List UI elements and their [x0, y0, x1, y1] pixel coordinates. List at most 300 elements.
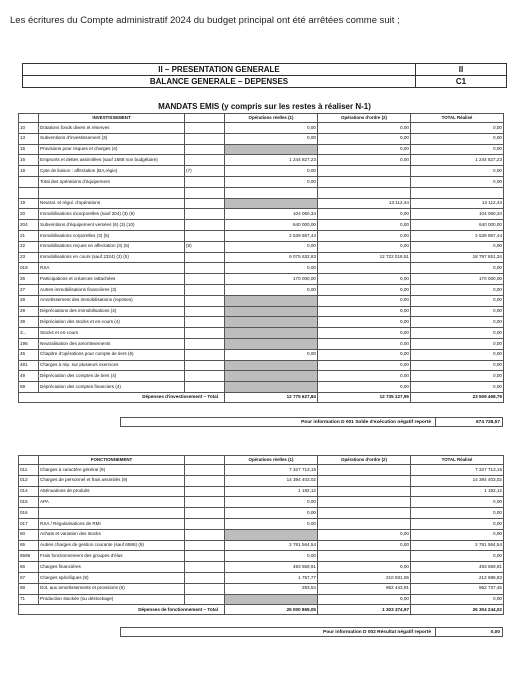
operating-info-value: 0,00 [435, 628, 502, 636]
invest-mark: (7) [185, 166, 225, 177]
operating-label: Charges de personnel et frais assimilés (9) [39, 475, 185, 486]
operating-real: 7 327 713,15 [225, 465, 318, 476]
operating-order: 0,00 [318, 562, 411, 573]
invest-row [19, 338, 504, 349]
operating-code: 011 [19, 465, 39, 476]
invest-label: Dépréciation des comptes de tiers (4) [39, 371, 185, 382]
invest-total: 0,00 [411, 382, 504, 393]
operating-order [318, 518, 411, 529]
invest-label: Immobilisations incorporelles (sauf 204) (3) (5) [39, 209, 185, 220]
invest-row [19, 328, 504, 339]
invest-real [225, 338, 318, 349]
invest-label: Neutral. et régul. d'opérations [39, 198, 185, 209]
operating-real: 14 394 403,02 [225, 475, 318, 486]
operating-order [318, 486, 411, 497]
operating-label [39, 508, 185, 519]
operating-mark [185, 551, 225, 562]
operating-mark [185, 583, 225, 594]
invest-row [19, 306, 504, 317]
invest-label: Immobilisations reçues en affectation (3) (5) [39, 241, 185, 252]
invest-mark [185, 284, 225, 295]
invest-code: 15 [19, 144, 39, 155]
operating-code: 017 [19, 518, 39, 529]
invest-mark [185, 371, 225, 382]
invest-mark [185, 252, 225, 263]
operating-total-order: 1 303 374,97 [318, 605, 411, 615]
operating-mark [185, 508, 225, 519]
invest-code: 28 [19, 295, 39, 306]
operating-info-box [120, 627, 503, 637]
invest-row [19, 295, 504, 306]
investment-table [18, 113, 504, 403]
operating-order [318, 508, 411, 519]
invest-row [19, 230, 504, 241]
invest-mark [185, 274, 225, 285]
invest-code: 26 [19, 274, 39, 285]
operating-code: 71 [19, 594, 39, 605]
invest-mark [185, 133, 225, 144]
invest-order: 0,00 [318, 328, 411, 339]
operating-mark [185, 486, 225, 497]
invest-label: Charges à rép. sur plusieurs exercices [39, 360, 185, 371]
invest-label: Stocks et en-cours [39, 328, 185, 339]
invest-row [19, 133, 504, 144]
invest-mark [185, 328, 225, 339]
section-subtitle: BALANCE GENERALE – DEPENSES [23, 76, 416, 87]
invest-total-total: 23 509 468,79 [411, 392, 504, 402]
invest-order: 0,00 [318, 241, 411, 252]
invest-total-real: 12 775 627,84 [225, 392, 318, 402]
invest-mark [185, 263, 225, 274]
invest-label: Dépréciations des immobilisations (4) [39, 306, 185, 317]
operating-order: 210 931,06 [318, 572, 411, 583]
invest-label: RSA [39, 263, 185, 274]
invest-label: Chapitre d'opérations pour compte de tiers (6) [39, 349, 185, 360]
invest-row [19, 371, 504, 382]
invest-mark: (8) [185, 241, 225, 252]
operating-total: 2 781 564,54 [411, 540, 504, 551]
invest-mark [185, 187, 225, 198]
invest-code: 16 [19, 155, 39, 166]
invest-label: Subventions d'investissement (3) [39, 133, 185, 144]
operating-row [19, 551, 504, 562]
section-code: II [458, 65, 464, 74]
operating-mark [185, 540, 225, 551]
invest-mark [185, 144, 225, 155]
invest-total [411, 187, 504, 198]
operating-row [19, 518, 504, 529]
invest-total: 0,00 [411, 328, 504, 339]
invest-header-cell: TOTAL Réalisé [411, 114, 504, 123]
operating-mark [185, 465, 225, 476]
operating-order: 0,00 [318, 529, 411, 540]
invest-real: 6 075 632,83 [225, 252, 318, 263]
invest-label: Dépréciation des stocks et en-cours (4) [39, 317, 185, 328]
invest-order: 0,00 [318, 209, 411, 220]
invest-row [19, 176, 504, 187]
invest-total: 2 539 867,44 [411, 230, 504, 241]
operating-code: 66 [19, 562, 39, 573]
operating-total: 0,00 [411, 594, 504, 605]
invest-code: 198 [19, 338, 39, 349]
operating-code: 6586 [19, 551, 39, 562]
operating-label: Dot. aux amortissements et provisions (9) [39, 583, 185, 594]
operating-real: 493 559,91 [225, 562, 318, 573]
invest-mark [185, 295, 225, 306]
operating-header-cell [19, 456, 39, 465]
invest-label: Dotations fonds divers et réserves [39, 123, 185, 134]
invest-order: 13 112,44 [318, 198, 411, 209]
invest-real: 1 244 827,23 [225, 155, 318, 166]
invest-mark [185, 155, 225, 166]
invest-row [19, 220, 504, 231]
operating-code: 68 [19, 583, 39, 594]
invest-order: 0,00 [318, 230, 411, 241]
operating-label: Production stockée (ou déstockage) [39, 594, 185, 605]
invest-real [225, 371, 318, 382]
invest-real [225, 198, 318, 209]
invest-total: 0,00 [411, 263, 504, 274]
invest-real: 2 539 867,44 [225, 230, 318, 241]
invest-order [318, 263, 411, 274]
invest-code [19, 176, 39, 187]
invest-code: 21 [19, 230, 39, 241]
operating-code: 016 [19, 508, 39, 519]
operating-total: 962 737,45 [411, 583, 504, 594]
invest-code: 18 [19, 166, 39, 177]
operating-total: 212 688,83 [411, 572, 504, 583]
invest-row [19, 317, 504, 328]
operating-row [19, 562, 504, 573]
operating-label: Charges spécifiques (9) [39, 572, 185, 583]
operating-real: 0,00 [225, 508, 318, 519]
invest-total: 0,00 [411, 241, 504, 252]
invest-total: 0,00 [411, 176, 504, 187]
operating-row [19, 540, 504, 551]
operating-label: Atténuations de produits [39, 486, 185, 497]
invest-code: 22 [19, 241, 39, 252]
invest-real [225, 187, 318, 198]
invest-order: 0,00 [318, 306, 411, 317]
invest-total: 0,00 [411, 295, 504, 306]
invest-row [19, 382, 504, 393]
operating-mark [185, 594, 225, 605]
invest-row [19, 241, 504, 252]
invest-header-cell [19, 114, 39, 123]
operating-real: 2 781 564,54 [225, 540, 318, 551]
invest-total: 0,00 [411, 133, 504, 144]
invest-total: 0,00 [411, 338, 504, 349]
invest-order: 0,00 [318, 155, 411, 166]
invest-code: 45 [19, 349, 39, 360]
operating-code: 65 [19, 540, 39, 551]
invest-code: 23 [19, 252, 39, 263]
invest-real: 0,00 [225, 284, 318, 295]
operating-total: 7 327 713,15 [411, 465, 504, 476]
invest-row [19, 274, 504, 285]
invest-total: 0,00 [411, 360, 504, 371]
operating-total-label: Dépenses de fonctionnement – Total [19, 605, 225, 615]
invest-mark [185, 317, 225, 328]
invest-order: 0,00 [318, 338, 411, 349]
invest-row [19, 123, 504, 134]
operating-order: 0,00 [318, 594, 411, 605]
operating-row [19, 583, 504, 594]
invest-code [19, 187, 39, 198]
invest-header-cell [185, 114, 225, 123]
invest-real: 0,00 [225, 263, 318, 274]
invest-real: 170 000,00 [225, 274, 318, 285]
operating-label: RSA / Régularisations de RMI [39, 518, 185, 529]
invest-mark [185, 360, 225, 371]
operating-label: APA [39, 497, 185, 508]
operating-total: 493 559,91 [411, 562, 504, 573]
invest-header-row [19, 114, 504, 123]
invest-order [318, 187, 411, 198]
invest-total: 1 244 827,23 [411, 155, 504, 166]
invest-mark [185, 209, 225, 220]
operating-order: 962 443,91 [318, 583, 411, 594]
operating-real: 0,00 [225, 497, 318, 508]
invest-label: Neutralisation des amortissements [39, 338, 185, 349]
invest-real [225, 328, 318, 339]
invest-order [318, 166, 411, 177]
operating-info-label: Pour information D 002 Résultat négatif reporté [323, 629, 431, 635]
invest-mark [185, 220, 225, 231]
invest-total: 0,00 [411, 166, 504, 177]
invest-mark [185, 306, 225, 317]
invest-order: 0,00 [318, 133, 411, 144]
operating-total: 0,00 [411, 529, 504, 540]
invest-real: 0,00 [225, 123, 318, 134]
invest-row [19, 166, 504, 177]
operating-code: 67 [19, 572, 39, 583]
invest-total: 0,00 [411, 306, 504, 317]
operating-code: 012 [19, 475, 39, 486]
operating-order [318, 551, 411, 562]
invest-row [19, 263, 504, 274]
invest-row [19, 360, 504, 371]
invest-code: 204 [19, 220, 39, 231]
invest-code: 59 [19, 382, 39, 393]
operating-row [19, 465, 504, 476]
operating-order: 0,00 [318, 540, 411, 551]
operating-header-cell: Opérations d'ordre (2) [318, 456, 411, 465]
invest-row [19, 284, 504, 295]
invest-row [19, 155, 504, 166]
invest-order: 0,00 [318, 295, 411, 306]
invest-code: 481 [19, 360, 39, 371]
invest-real [225, 144, 318, 155]
invest-row [19, 144, 504, 155]
operating-order [318, 497, 411, 508]
invest-real: 0,00 [225, 241, 318, 252]
operating-mark [185, 529, 225, 540]
invest-mark [185, 382, 225, 393]
invest-code: 39 [19, 317, 39, 328]
invest-label: Autres immobilisations financières (3) [39, 284, 185, 295]
invest-total: 0,00 [411, 284, 504, 295]
invest-row [19, 198, 504, 209]
invest-code: 20 [19, 209, 39, 220]
operating-row [19, 529, 504, 540]
operating-row [19, 572, 504, 583]
operating-real: 293,54 [225, 583, 318, 594]
operating-row [19, 475, 504, 486]
invest-order: 0,00 [318, 382, 411, 393]
invest-total: 18 797 651,34 [411, 252, 504, 263]
invest-real [225, 382, 318, 393]
operating-header-cell [185, 456, 225, 465]
invest-mark [185, 349, 225, 360]
intro-text: Les écritures du Compte administratif 2024 du budget principal ont été arrêtées comme suit ; [10, 15, 400, 26]
operating-header-row [19, 456, 504, 465]
invest-mark [185, 176, 225, 187]
operating-mark [185, 518, 225, 529]
invest-label: Total des opérations d'équipement [39, 176, 185, 187]
operating-label: Charges à caractère général (9) [39, 465, 185, 476]
invest-total-label: Dépenses d'investissement – Total [19, 392, 225, 402]
operating-label: Autres charges de gestion courante (sauf 6586) (9) [39, 540, 185, 551]
invest-real: 0,00 [225, 166, 318, 177]
operating-header-cell: TOTAL Réalisé [411, 456, 504, 465]
operating-real: 0,00 [225, 551, 318, 562]
invest-code: 10 [19, 123, 39, 134]
invest-real [225, 317, 318, 328]
invest-total: 170 000,00 [411, 274, 504, 285]
operating-row [19, 508, 504, 519]
invest-mark [185, 198, 225, 209]
invest-real: 0,00 [225, 133, 318, 144]
operating-row [19, 497, 504, 508]
invest-order: 0,00 [318, 144, 411, 155]
invest-label: Emprunts et dettes assimilées (sauf 1688 non budgétaire) [39, 155, 185, 166]
invest-order: 0,00 [318, 349, 411, 360]
invest-real: 104 060,34 [225, 209, 318, 220]
operating-real [225, 594, 318, 605]
operating-code: 015 [19, 497, 39, 508]
invest-code: 49 [19, 371, 39, 382]
invest-mark [185, 123, 225, 134]
invest-total-order: 12 735 127,95 [318, 392, 411, 402]
operating-mark [185, 562, 225, 573]
invest-real: 0,00 [225, 176, 318, 187]
operating-total: 0,00 [411, 518, 504, 529]
invest-code: 29 [19, 306, 39, 317]
operating-total-total: 26 304 244,02 [411, 605, 504, 615]
invest-order: 0,00 [318, 220, 411, 231]
invest-total: 13 112,44 [411, 198, 504, 209]
invest-row [19, 187, 504, 198]
operating-header-cell: Opérations réelles (1) [225, 456, 318, 465]
operating-mark [185, 572, 225, 583]
invest-total-row [19, 392, 504, 402]
invest-total: 0,00 [411, 317, 504, 328]
invest-code: 27 [19, 284, 39, 295]
invest-mark [185, 230, 225, 241]
operating-mark [185, 475, 225, 486]
invest-total: 0,00 [411, 123, 504, 134]
invest-header-cell: Opérations d'ordre (2) [318, 114, 411, 123]
invest-label: Immobilisations en cours (sauf 2324) (3) (5) [39, 252, 185, 263]
operating-real: 1 757,77 [225, 572, 318, 583]
operating-real: 0,00 [225, 518, 318, 529]
operating-header-cell: FONCTIONNEMENT [39, 456, 185, 465]
invest-real [225, 306, 318, 317]
operating-code: 60 [19, 529, 39, 540]
operating-total: 0,00 [411, 497, 504, 508]
invest-info-box [120, 417, 503, 427]
invest-order: 0,00 [318, 360, 411, 371]
invest-total: 0,00 [411, 349, 504, 360]
operating-real [225, 529, 318, 540]
invest-order: 12 722 018,51 [318, 252, 411, 263]
invest-label: Participations et créances rattachées [39, 274, 185, 285]
invest-order: 0,00 [318, 123, 411, 134]
operating-code: 014 [19, 486, 39, 497]
invest-label: Dépréciation des comptes financiers (4) [39, 382, 185, 393]
invest-real: 0,00 [225, 349, 318, 360]
invest-order: 0,00 [318, 371, 411, 382]
invest-label: Amortissement des immobilisations (reprises) [39, 295, 185, 306]
invest-code: 3... [19, 328, 39, 339]
invest-code: 19 [19, 198, 39, 209]
invest-code: 019 [19, 263, 39, 274]
invest-real [225, 360, 318, 371]
operating-order [318, 465, 411, 476]
operating-row [19, 486, 504, 497]
invest-label: Immobilisations corporelles (3) (5) [39, 230, 185, 241]
operating-total: 0,00 [411, 551, 504, 562]
invest-label: Subventions d'équipement versées (6) (3) (10) [39, 220, 185, 231]
invest-row [19, 349, 504, 360]
operating-real: 1 192,12 [225, 486, 318, 497]
operating-label: Achats et variation des stocks [39, 529, 185, 540]
invest-order: 0,00 [318, 317, 411, 328]
invest-total: 104 060,34 [411, 209, 504, 220]
operating-label: Frais fonctionnement des groupes d'élus [39, 551, 185, 562]
invest-total: 640 000,00 [411, 220, 504, 231]
operating-order [318, 475, 411, 486]
invest-order: 0,00 [318, 274, 411, 285]
invest-real [225, 295, 318, 306]
operating-total: 0,00 [411, 508, 504, 519]
subtitle-code: C1 [455, 77, 467, 86]
operating-table [18, 455, 504, 615]
invest-order: 0,00 [318, 284, 411, 295]
invest-info-value: 674 728,57 [435, 418, 502, 426]
operating-mark [185, 497, 225, 508]
mandats-title: MANDATS EMIS (y compris sur les restes à réaliser N-1) [158, 102, 371, 111]
invest-header-cell: INVESTISSEMENT [39, 114, 185, 123]
invest-total: 0,00 [411, 144, 504, 155]
invest-label: Cpte de liaison : affectation (BA,régie) [39, 166, 185, 177]
invest-order [318, 176, 411, 187]
invest-row [19, 252, 504, 263]
invest-code: 13 [19, 133, 39, 144]
operating-label: Charges financières [39, 562, 185, 573]
invest-header-cell: Opérations réelles (1) [225, 114, 318, 123]
operating-total: 14 394 403,02 [411, 475, 504, 486]
invest-row [19, 209, 504, 220]
operating-total-row [19, 605, 504, 615]
invest-label: Provisions pour risques et charges (4) [39, 144, 185, 155]
invest-label [39, 187, 185, 198]
section-header [22, 63, 507, 88]
operating-row [19, 594, 504, 605]
invest-info-label: Pour information D 001 Solde d'exécution négatif reporté [301, 419, 431, 425]
operating-total-real: 25 000 869,05 [225, 605, 318, 615]
